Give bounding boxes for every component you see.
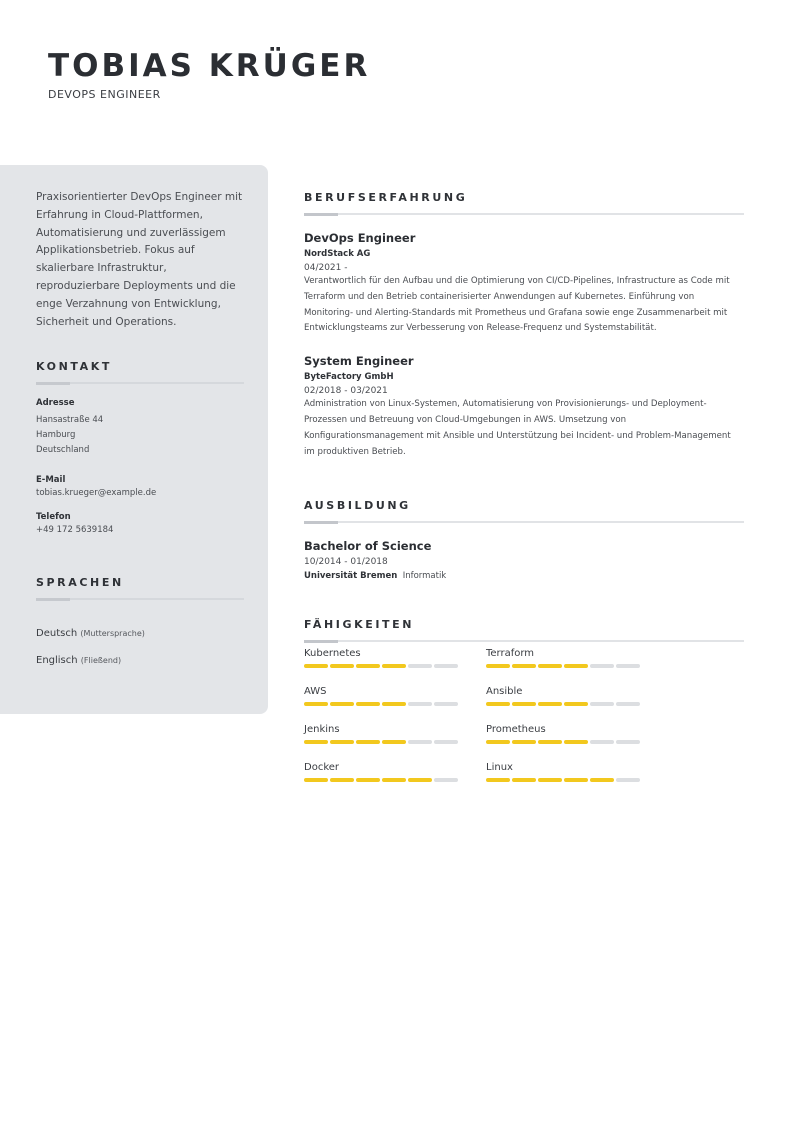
experience-section — [304, 191, 744, 460]
rating-segment-filled — [512, 740, 536, 744]
rating-segment-empty — [616, 740, 640, 744]
skill-item — [304, 648, 464, 668]
language-name: Englisch — [36, 655, 78, 666]
language-name: Deutsch — [36, 628, 78, 639]
skill-item — [486, 762, 646, 782]
rating-segment-empty — [590, 664, 614, 668]
rating-segment-filled — [330, 740, 354, 744]
rating-segment-filled — [382, 778, 406, 782]
rating-segment-filled — [538, 702, 562, 706]
rating-segment-filled — [330, 702, 354, 706]
skill-rating-bar — [304, 740, 464, 744]
experience-title: BERUFSERFAHRUNG — [304, 191, 468, 204]
education-section — [304, 499, 744, 581]
rating-segment-empty — [434, 740, 458, 744]
rating-segment-filled — [512, 664, 536, 668]
skill-name: Docker — [304, 762, 340, 773]
education-entry — [304, 539, 744, 581]
job-dates: 02/2018 - 03/2021 — [304, 386, 388, 397]
skill-item — [486, 648, 646, 668]
skills-title: FÄHIGKEITEN — [304, 618, 415, 631]
rating-segment-filled — [356, 740, 380, 744]
language-level: (Muttersprache) — [80, 629, 145, 638]
skill-name: Prometheus — [486, 724, 546, 735]
education-title: AUSBILDUNG — [304, 499, 411, 512]
rating-segment-empty — [616, 778, 640, 782]
job-description: Administration von Linux-Systemen, Automatisierung von Provisionierungs- und Deployment-Prozessen und Betreuung von Cloud-Umgebungen in AWS. Umsetzung von Konfigurationsmanagement mit Ansible und Unterstützung bei Incident- und Problem-Management im produktiven Betrieb. — [304, 399, 731, 457]
rating-segment-filled — [538, 740, 562, 744]
rating-segment-empty — [434, 664, 458, 668]
rating-segment-filled — [356, 778, 380, 782]
resume-header — [48, 46, 370, 101]
email-value[interactable]: tobias.krueger@example.de — [36, 488, 157, 498]
rating-segment-filled — [486, 778, 510, 782]
rating-segment-empty — [590, 740, 614, 744]
job-title: DevOps Engineer — [304, 231, 416, 245]
language-item — [36, 655, 244, 666]
education-dates: 10/2014 - 01/2018 — [304, 557, 388, 567]
language-level: (Fließend) — [80, 656, 122, 665]
section-divider — [304, 213, 744, 215]
contact-section — [36, 360, 244, 538]
job-title: System Engineer — [304, 354, 414, 369]
job-dates: 04/2021 - — [304, 263, 348, 273]
rating-segment-filled — [486, 702, 510, 706]
rating-segment-filled — [382, 702, 406, 706]
skill-rating-bar — [486, 778, 646, 782]
skill-item — [304, 724, 464, 744]
profile-summary: Praxisorientierter DevOps Engineer mit Erfahrung in Cloud-Plattformen, Automatisierung und zuverlässigem Applikationsbetrieb. Fokus auf skalierbare Infrastruktur, reproduzierbare Deployments und die enge Verzahnung von Entwicklung, Sicherheit und Operations. — [36, 191, 243, 328]
rating-segment-filled — [564, 740, 588, 744]
job-description: Verantwortlich für den Aufbau und die Optimierung von CI/CD-Pipelines, Infrastructure as Code mit Terraform und den Betrieb containerisierter Anwendungen auf Kubernetes. Einführung von Monitoring- und Alerting-Standards mit Prometheus und Grafana sowie enge Zusammenarbeit mit Entwicklungsteams zur Verbesserung von Release-Frequenz und Systemstabilität. — [304, 276, 730, 334]
job-entry — [304, 231, 744, 337]
education-meta — [304, 571, 744, 581]
rating-segment-empty — [616, 702, 640, 706]
rating-segment-empty — [408, 740, 432, 744]
address-line: Hamburg — [36, 430, 76, 440]
rating-segment-filled — [512, 702, 536, 706]
skill-rating-bar — [486, 664, 646, 668]
rating-segment-filled — [330, 664, 354, 668]
rating-segment-empty — [616, 664, 640, 668]
rating-segment-filled — [330, 778, 354, 782]
school-name: Universität Bremen — [304, 571, 398, 581]
skill-item — [486, 724, 646, 744]
skill-name: Linux — [486, 762, 513, 773]
skill-name: Kubernetes — [304, 648, 361, 659]
address-line: Deutschland — [36, 445, 90, 455]
rating-segment-filled — [538, 664, 562, 668]
phone-label: Telefon — [36, 512, 71, 522]
person-role: DEVOPS ENGINEER — [48, 88, 161, 101]
rating-segment-filled — [564, 778, 588, 782]
section-divider — [304, 521, 744, 523]
section-divider — [304, 640, 744, 642]
rating-segment-filled — [538, 778, 562, 782]
rating-segment-filled — [304, 664, 328, 668]
rating-segment-filled — [356, 702, 380, 706]
rating-segment-empty — [408, 702, 432, 706]
rating-segment-filled — [408, 778, 432, 782]
job-company: ByteFactory GmbH — [304, 372, 394, 383]
phone-value[interactable]: +49 172 5639184 — [36, 525, 114, 535]
skill-name: Ansible — [486, 686, 523, 697]
sidebar — [0, 165, 268, 714]
skill-rating-bar — [486, 702, 646, 706]
rating-segment-filled — [486, 664, 510, 668]
rating-segment-filled — [486, 740, 510, 744]
languages-title: SPRACHEN — [36, 576, 124, 589]
rating-segment-empty — [590, 702, 614, 706]
rating-segment-empty — [434, 702, 458, 706]
skill-item — [304, 762, 464, 782]
job-company: NordStack AG — [304, 249, 371, 259]
skill-name: AWS — [304, 686, 327, 697]
skill-rating-bar — [304, 702, 464, 706]
rating-segment-filled — [590, 778, 614, 782]
rating-segment-filled — [382, 740, 406, 744]
address-label: Adresse — [36, 398, 75, 408]
main-content — [304, 191, 744, 773]
contact-title: KONTAKT — [36, 360, 112, 373]
rating-segment-filled — [564, 664, 588, 668]
rating-segment-filled — [382, 664, 406, 668]
rating-segment-filled — [512, 778, 536, 782]
section-divider — [36, 382, 244, 384]
address-line: Hansastraße 44 — [36, 415, 104, 425]
rating-segment-empty — [408, 664, 432, 668]
job-entry — [304, 354, 744, 460]
skill-item — [304, 686, 464, 706]
degree-title: Bachelor of Science — [304, 539, 432, 553]
skill-item — [486, 686, 646, 706]
rating-segment-filled — [304, 740, 328, 744]
address-block — [36, 413, 244, 458]
person-name: TOBIAS KRÜGER — [48, 48, 371, 84]
rating-segment-filled — [304, 702, 328, 706]
skills-section — [304, 618, 744, 773]
skill-name: Terraform — [486, 648, 535, 659]
language-item — [36, 628, 244, 639]
field-of-study: Informatik — [402, 571, 447, 581]
rating-segment-filled — [304, 778, 328, 782]
skill-rating-bar — [486, 740, 646, 744]
skill-rating-bar — [304, 664, 464, 668]
section-divider — [36, 598, 244, 600]
rating-segment-filled — [356, 664, 380, 668]
languages-section — [36, 576, 244, 666]
email-label: E-Mail — [36, 475, 66, 485]
skill-name: Jenkins — [304, 724, 340, 735]
rating-segment-filled — [564, 702, 588, 706]
skill-rating-bar — [304, 778, 464, 782]
rating-segment-empty — [434, 778, 458, 782]
